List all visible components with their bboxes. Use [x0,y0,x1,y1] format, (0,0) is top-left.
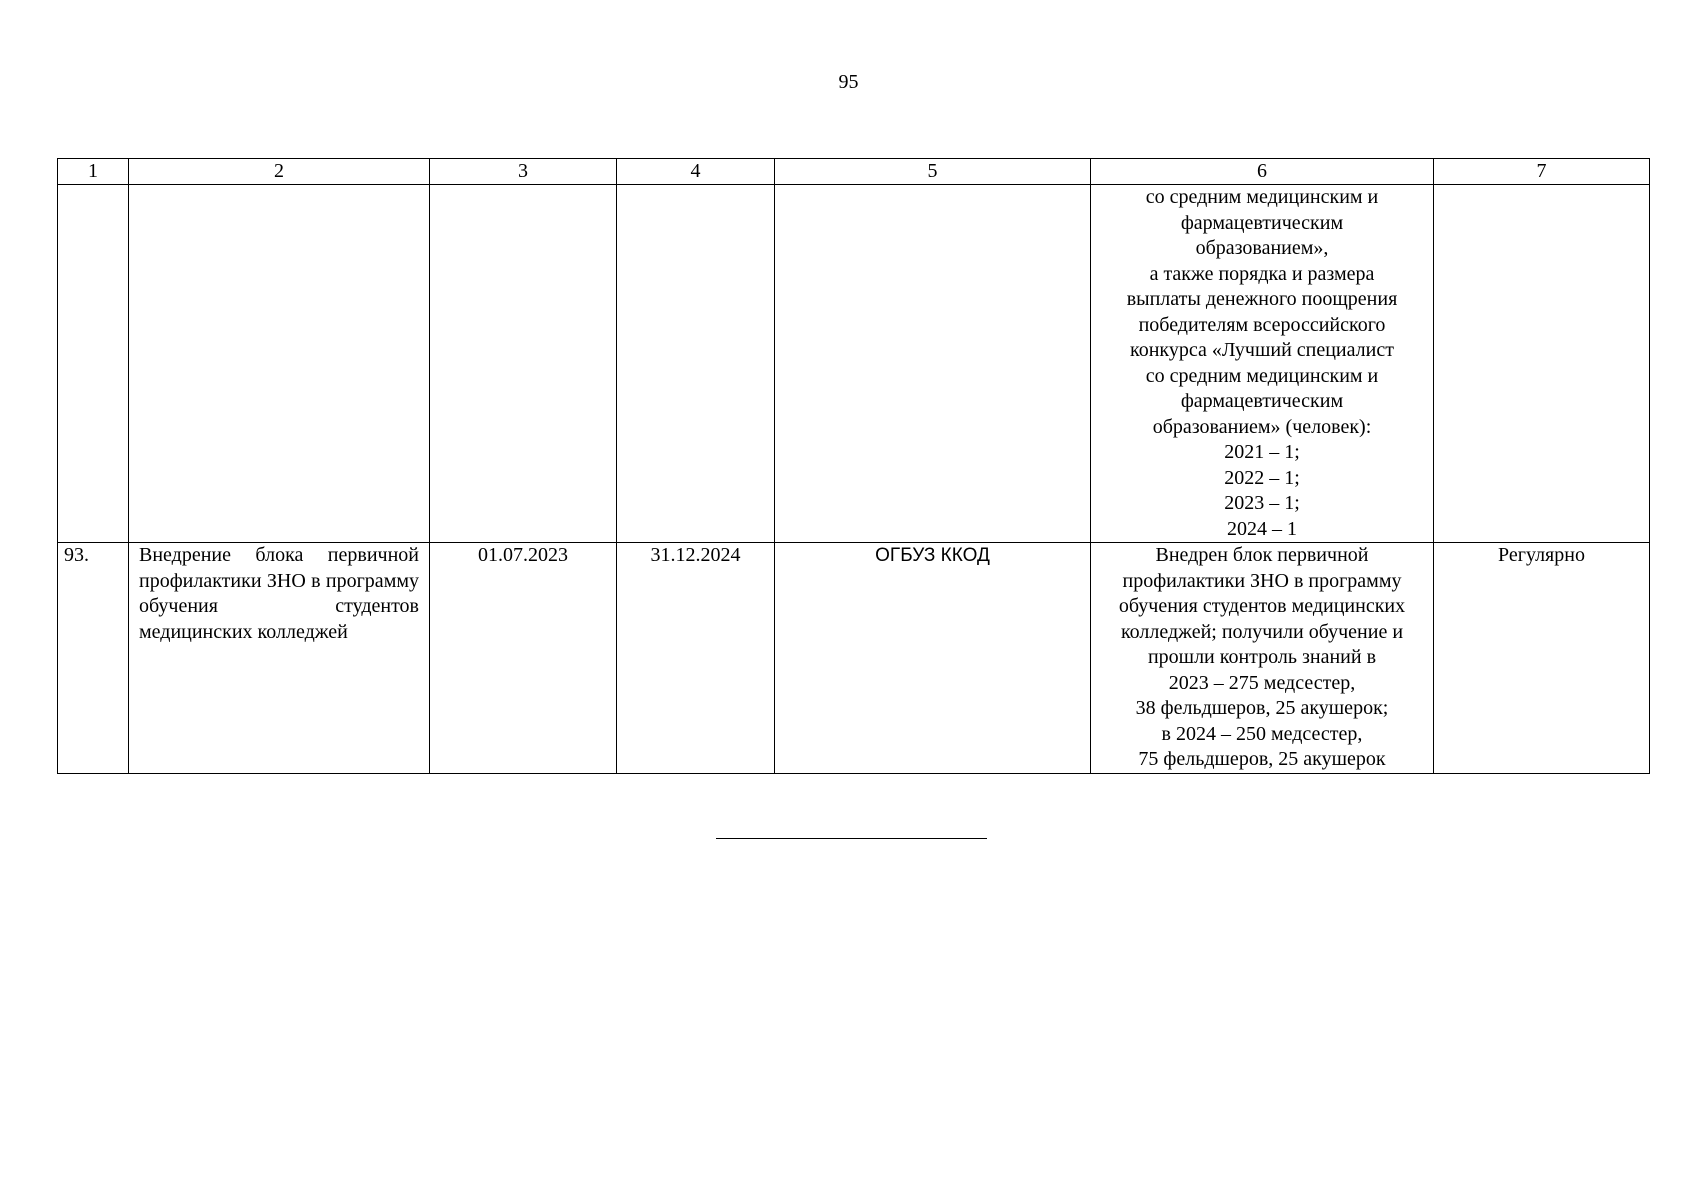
result-line: 75 фельдшеров, 25 акушерок [1138,748,1386,770]
table-header-row [58,159,1650,185]
result-line: 2023 – 275 медсестер, [1168,671,1356,694]
result-line: обучения студентов медицинских [1118,595,1406,617]
header-col-7: 7 [1434,159,1650,185]
result-line: в 2024 – 250 медсестер, [1161,722,1363,745]
continuation-cell-1 [58,185,129,543]
page-number: 95 [838,71,859,93]
header-col-4: 4 [617,159,775,185]
result-line: 38 фельдшеров, 25 акушерок; [1135,697,1389,719]
frequency-cell: Регулярно [1434,543,1650,774]
header-col-5: 5 [775,159,1091,185]
header-col-1: 1 [58,159,129,185]
result-line: фармацевтическим [1180,211,1344,234]
header-col-6: 6 [1091,159,1434,185]
start-date-cell: 01.07.2023 [430,543,617,774]
result-cell [1091,543,1434,774]
result-line: 2023 – 1; [1224,492,1300,514]
result-line: а также порядка и размера [1149,262,1375,285]
measure-cell: Внедрение блока первичной профилактики ЗНО в программу обучения студентов медицинских колледжей [129,543,430,774]
result-line: 2024 – 1 [1227,517,1297,540]
result-line: со средним медицинским и [1145,364,1379,387]
continuation-cell-2 [129,185,430,543]
measures-table [57,158,1650,774]
result-line: выплаты денежного поощрения [1126,288,1398,310]
result-line: образованием», [1195,237,1329,259]
end-date-cell: 31.12.2024 [617,543,775,774]
end-of-document-rule [716,838,987,839]
result-line: 2021 – 1; [1224,441,1300,463]
continuation-cell-7 [1434,185,1650,543]
continuation-result-cell [1091,185,1434,543]
table-row-continuation [58,185,1650,543]
continuation-cell-3 [430,185,617,543]
result-line: прошли контроль знаний в [1147,646,1377,668]
result-line: 2022 – 1; [1224,466,1300,489]
header-col-2: 2 [129,159,430,185]
responsible-cell: ОГБУЗ ККОД [775,543,1091,774]
table-row-93 [58,543,1650,774]
row-number-cell: 93. [58,543,129,774]
result-line: колледжей; получили обучение и [1120,620,1404,643]
result-line: образованием» (человек): [1152,415,1372,438]
continuation-cell-4 [617,185,775,543]
header-col-3: 3 [430,159,617,185]
result-line: конкурса «Лучший специалист [1130,339,1394,361]
result-line: Внедрен блок первичной [1155,544,1369,566]
result-line: со средним медицинским и [1145,186,1379,208]
result-line: фармацевтическим [1180,390,1344,412]
result-line: победителям всероссийского [1138,313,1386,336]
continuation-cell-5 [775,185,1091,543]
result-line: профилактики ЗНО в программу [1122,569,1402,592]
